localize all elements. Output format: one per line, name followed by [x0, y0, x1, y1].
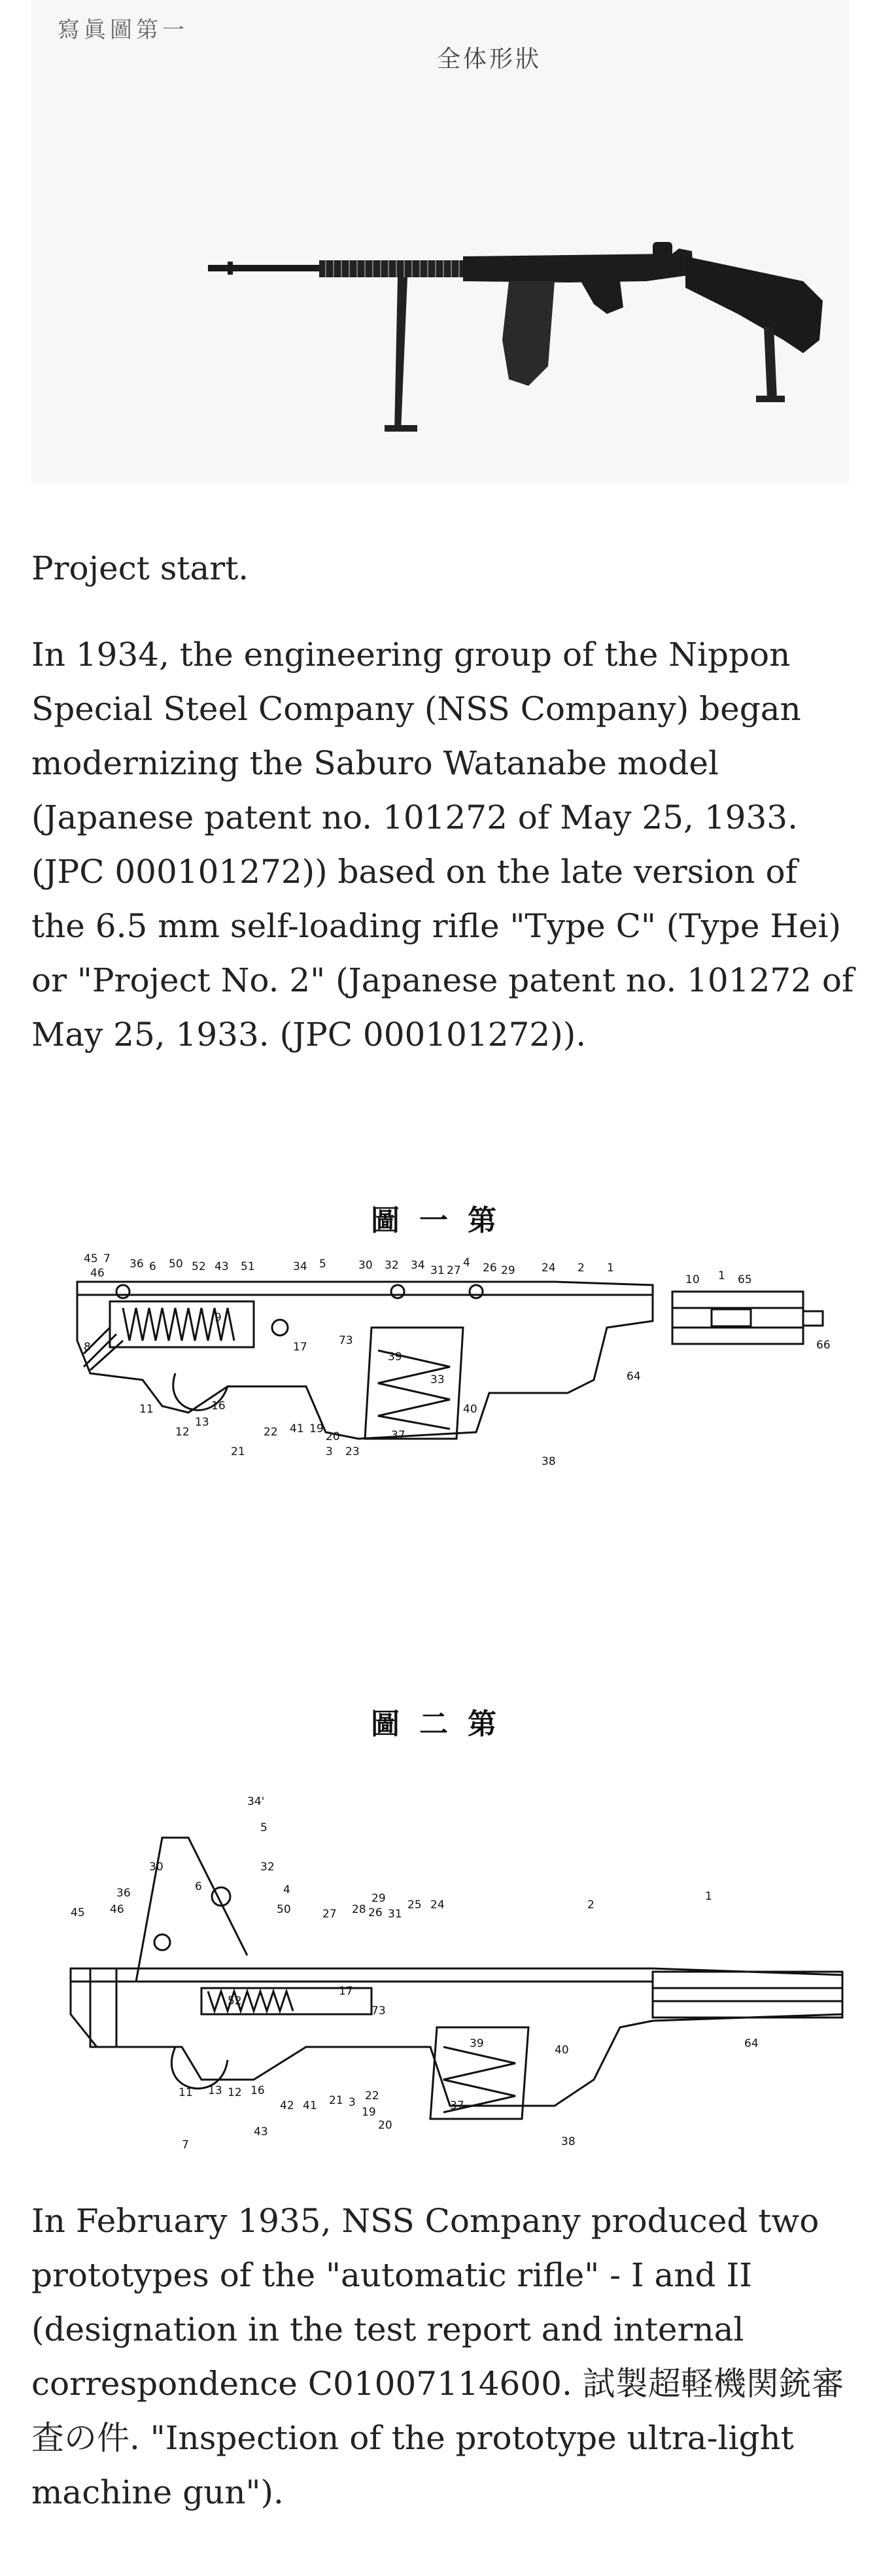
- label-64: 64: [744, 2037, 759, 2050]
- label-52: 52: [192, 1260, 206, 1273]
- label-46: 46: [90, 1267, 105, 1280]
- label-29: 29: [501, 1264, 515, 1277]
- photo-caption-right: 全体形狀: [437, 46, 542, 73]
- rifle-photo: [31, 0, 849, 484]
- label-22: 22: [365, 2089, 379, 2103]
- figure-2-part-labels: [71, 1795, 759, 2152]
- label-50: 50: [169, 1258, 183, 1271]
- figure-2-title: 圖二第: [371, 1708, 516, 1741]
- label-45: 45: [84, 1252, 98, 1265]
- label-6: 6: [195, 1880, 202, 1893]
- label-4: 4: [463, 1256, 470, 1269]
- label-13: 13: [208, 2084, 222, 2097]
- label-9: 9: [215, 1311, 222, 1324]
- label-33: 33: [430, 1373, 445, 1386]
- label-20: 20: [326, 1430, 340, 1443]
- label-34prime: 34': [247, 1795, 265, 1808]
- label-1: 1: [705, 1890, 712, 1903]
- label-11: 11: [139, 1403, 154, 1416]
- label-41: 41: [303, 2099, 317, 2112]
- label-17: 17: [339, 1985, 353, 1998]
- label-73: 73: [371, 2004, 386, 2018]
- label-37: 37: [450, 2099, 464, 2112]
- figure-1-drawing: [31, 1236, 855, 1550]
- label-28: 28: [352, 1903, 366, 1916]
- label-2: 2: [587, 1898, 595, 1912]
- label-31: 31: [388, 1908, 402, 1921]
- label-66: 66: [816, 1339, 831, 1352]
- label-27: 27: [447, 1264, 461, 1277]
- label-41: 41: [290, 1422, 304, 1435]
- label-1: 1: [607, 1262, 614, 1275]
- label-43: 43: [254, 2125, 268, 2138]
- label-46: 46: [110, 1903, 124, 1916]
- label-16: 16: [250, 2084, 265, 2097]
- label-21: 21: [231, 1445, 245, 1458]
- label-65: 65: [738, 1273, 752, 1286]
- label-12: 12: [228, 2086, 242, 2099]
- label-25: 25: [407, 1898, 422, 1912]
- photo-caption-left: 寫眞圖第一: [58, 17, 188, 43]
- paragraph-prototypes: In February 1935, NSS Company produced two prototypes of the "automatic rifle" - I and II (designation in the test report and internal correspondence C01007114600. 試製超軽機関銃審査の件. "Inspection of the prototype ultra-light machine gun").: [31, 2202, 844, 2511]
- label-38: 38: [542, 1455, 556, 1468]
- label-3: 3: [326, 1445, 333, 1458]
- label-21: 21: [329, 2094, 343, 2107]
- label-32: 32: [260, 1861, 275, 1874]
- label-40: 40: [555, 2044, 569, 2057]
- figure-2-drawing: [31, 1740, 855, 2158]
- label-6: 6: [149, 1260, 156, 1273]
- label-29: 29: [371, 1892, 386, 1905]
- rifle-silhouette: [31, 0, 849, 484]
- label-30: 30: [149, 1861, 164, 1874]
- label-37: 37: [391, 1429, 405, 1442]
- label-24: 24: [430, 1898, 445, 1912]
- label-7: 7: [182, 2138, 189, 2152]
- label-73: 73: [339, 1334, 353, 1347]
- label-10: 10: [685, 1273, 700, 1286]
- label-26: 26: [483, 1262, 497, 1275]
- label-22: 22: [264, 1426, 278, 1439]
- paragraph-history: In 1934, the engineering group of the Nippon Special Steel Company (NSS Company) began modernizing the Saburo Watanabe model (Japanese patent no. 101272 of May 25, 1933. (JPC 000101272)) based on the late version of the 6.5 mm self-loading rifle "Type C" (Type Hei) or "Project No. 2" (Japanese patent no. 101272 of May 25, 1933. (JPC 000101272)).: [31, 636, 854, 1054]
- label-23: 23: [345, 1445, 360, 1458]
- label-12: 12: [175, 1426, 190, 1439]
- label-17: 17: [293, 1341, 307, 1354]
- label-20: 20: [378, 2119, 392, 2132]
- paragraph-project-start: Project start.: [31, 549, 249, 587]
- label-5: 5: [260, 1821, 267, 1834]
- label-38: 38: [561, 2135, 576, 2148]
- label-11: 11: [179, 2086, 193, 2099]
- label-34: 34: [293, 1260, 307, 1273]
- label-30: 30: [358, 1259, 373, 1272]
- label-64: 64: [627, 1370, 641, 1383]
- label-5: 5: [319, 1258, 326, 1271]
- label-42: 42: [280, 2099, 294, 2112]
- label-2: 2: [577, 1262, 585, 1275]
- label-3: 3: [349, 2096, 356, 2109]
- label-36: 36: [129, 1258, 144, 1271]
- label-31: 31: [430, 1264, 445, 1277]
- label-27: 27: [322, 1908, 337, 1921]
- label-16: 16: [211, 1400, 226, 1413]
- label-45: 45: [71, 1906, 85, 1919]
- diagram-figure-1: [31, 1171, 855, 1537]
- label-32: 32: [385, 1259, 399, 1272]
- label-4: 4: [283, 1883, 290, 1897]
- label-13: 13: [195, 1416, 209, 1429]
- label-51: 51: [241, 1260, 255, 1273]
- label-34b: 34: [411, 1259, 425, 1272]
- label-39: 39: [470, 2037, 484, 2050]
- diagram-figure-2: [31, 1674, 855, 2152]
- label-7: 7: [103, 1252, 111, 1265]
- label-50: 50: [277, 1903, 291, 1916]
- label-43: 43: [215, 1260, 229, 1273]
- label-26: 26: [368, 1906, 383, 1919]
- label-1b: 1: [718, 1269, 725, 1282]
- label-36: 36: [116, 1887, 131, 1900]
- figure-1-title: 圖一第: [371, 1204, 516, 1237]
- label-19: 19: [309, 1422, 324, 1435]
- label-39: 39: [388, 1350, 402, 1364]
- label-52: 52: [228, 1995, 242, 2008]
- label-19: 19: [362, 2106, 376, 2119]
- label-8: 8: [84, 1341, 91, 1354]
- label-40: 40: [463, 1403, 477, 1416]
- label-24: 24: [542, 1262, 556, 1275]
